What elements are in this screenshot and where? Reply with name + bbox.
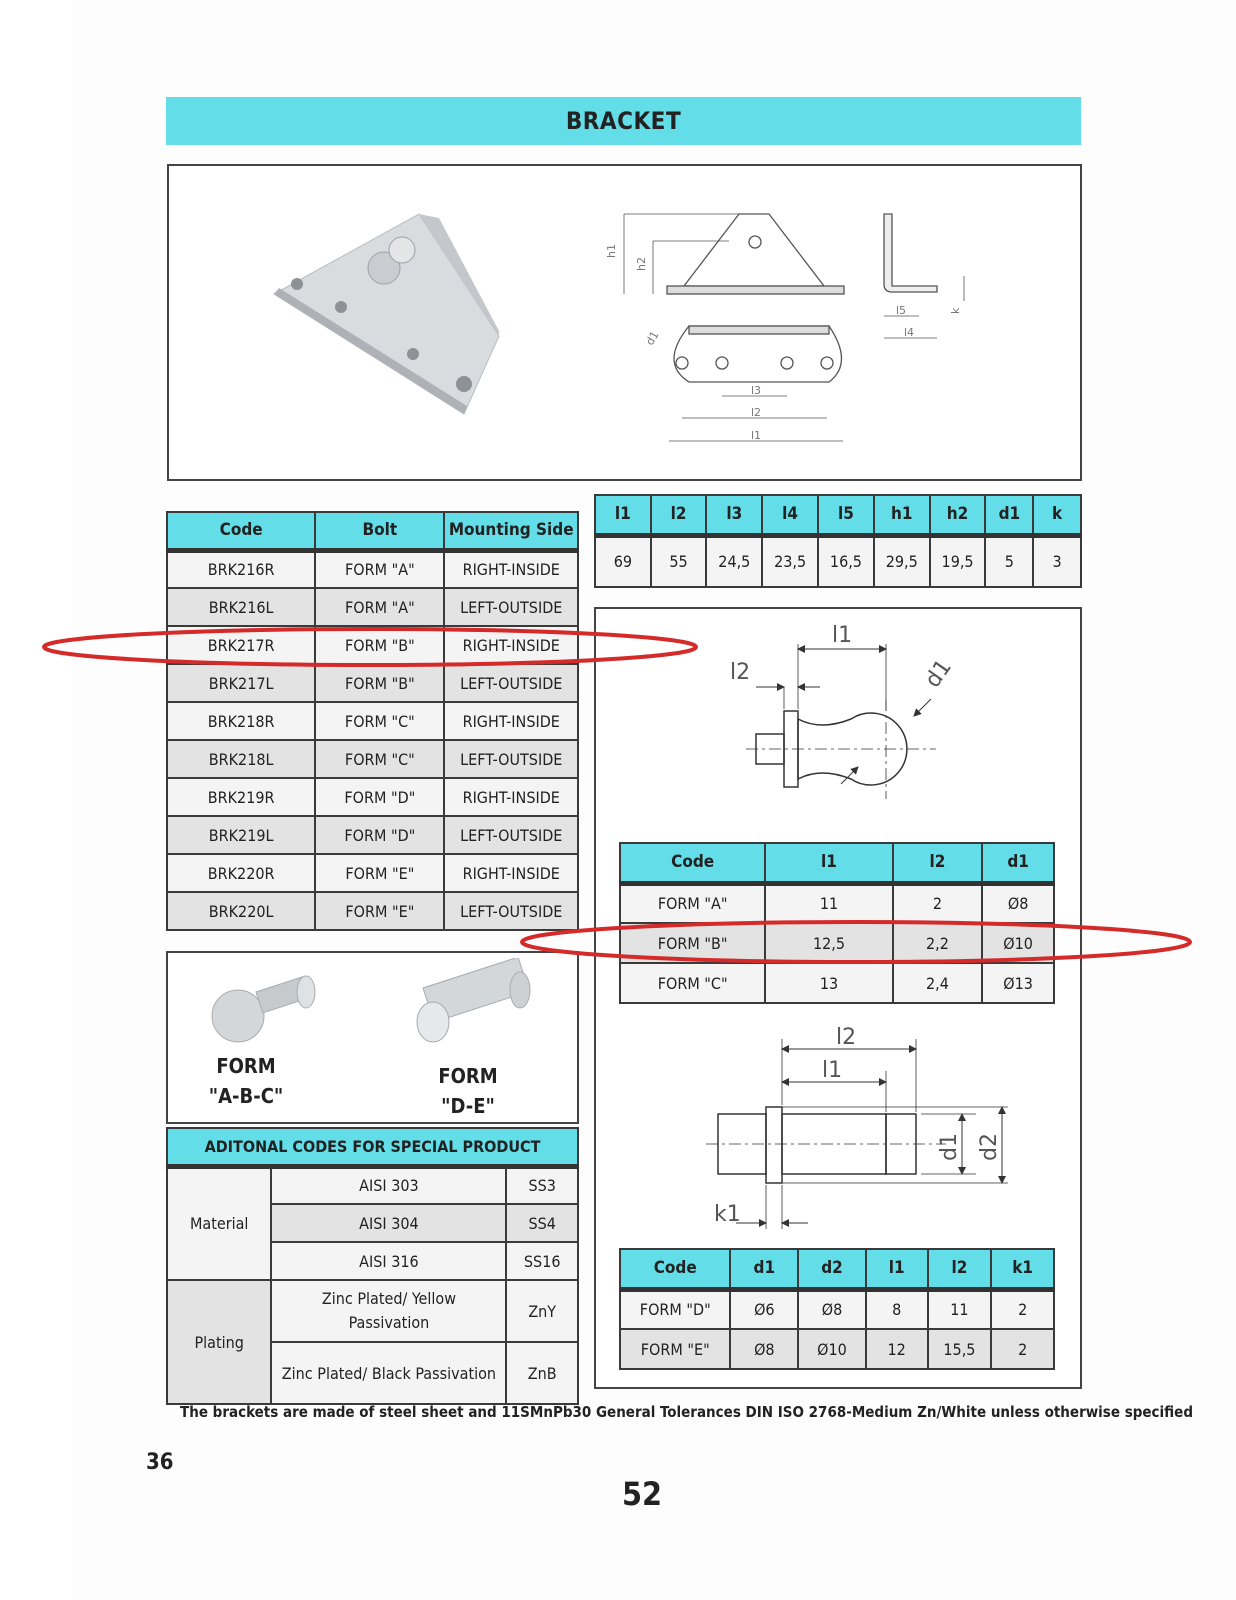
dims-header-l5: l5	[818, 495, 874, 535]
ball-header-l1: l1	[765, 843, 892, 883]
codes-cell-bolt: FORM "C"	[315, 702, 444, 740]
forms-box	[166, 951, 579, 1124]
plating-name: Zinc Plated/ Black Passivation	[271, 1342, 506, 1404]
dims-header-l1: l1	[595, 495, 651, 535]
codes-cell-bolt: FORM "B"	[315, 664, 444, 702]
table-row	[620, 963, 1054, 1003]
material-code: SS16	[506, 1242, 578, 1280]
dims-header-h2: h2	[930, 495, 986, 535]
dims-value-l2: 55	[651, 535, 707, 587]
codes-header-code: Code	[167, 512, 315, 550]
codes-cell-bolt: FORM "A"	[315, 588, 444, 626]
pin-cell-l1: 8	[866, 1289, 928, 1329]
form-abc-label	[196, 1051, 296, 1111]
codes-cell-code: BRK219R	[167, 778, 315, 816]
table-row	[620, 1289, 1054, 1329]
pin-cell-d2: Ø10	[798, 1329, 866, 1369]
form-de-label	[418, 1061, 518, 1121]
form-abc-line1: FORM	[216, 1054, 276, 1078]
codes-cell-code: BRK218L	[167, 740, 315, 778]
codes-cell-code: BRK220R	[167, 854, 315, 892]
pin-dim-label-k1: k1	[714, 1202, 741, 1227]
material-code: SS3	[506, 1166, 578, 1204]
codes-cell-code: BRK216L	[167, 588, 315, 626]
pin-cell-code: FORM "E"	[620, 1329, 730, 1369]
ball-cell-l2: 2	[893, 883, 983, 923]
material-name: AISI 316	[271, 1242, 506, 1280]
pin-cell-l2: 11	[928, 1289, 992, 1329]
ball-dim-label-d1: d1	[920, 655, 957, 693]
material-label: Material	[167, 1166, 271, 1280]
codes-header-mounting: Mounting Side	[444, 512, 578, 550]
codes-cell-bolt: FORM "E"	[315, 892, 444, 930]
illustration-box	[167, 164, 1082, 481]
table-row	[167, 892, 578, 930]
codes-cell-code: BRK216R	[167, 550, 315, 588]
codes-cell-bolt: FORM "D"	[315, 816, 444, 854]
codes-cell-mounting-side: RIGHT-INSIDE	[444, 702, 578, 740]
dim-label-k: k	[949, 307, 962, 314]
codes-cell-mounting-side: RIGHT-INSIDE	[444, 550, 578, 588]
dims-header-k: k	[1033, 495, 1081, 535]
dim-label-d1: d1	[643, 328, 662, 348]
codes-cell-mounting-side: LEFT-OUTSIDE	[444, 892, 578, 930]
pin-stud-drawing	[706, 1039, 1008, 1229]
ball-cell-code: FORM "C"	[620, 963, 765, 1003]
pin-dim-label-d1: d1	[937, 1133, 962, 1161]
codes-cell-code: BRK217R	[167, 626, 315, 664]
dims-value-d1: 5	[985, 535, 1033, 587]
table-row	[167, 626, 578, 664]
footnote: The brackets are made of steel sheet and 11SMnPb30 General Tolerances DIN ISO 2768-Medium Zn/White unless otherwise specified	[180, 1403, 1193, 1421]
pin-dim-label-l1: l1	[822, 1058, 843, 1083]
page-title: BRACKET	[166, 97, 1081, 145]
pin-cell-l1: 12	[866, 1329, 928, 1369]
ball-cell-d1: Ø13	[982, 963, 1054, 1003]
codes-cell-code: BRK219L	[167, 816, 315, 854]
pin-header-l2: l2	[928, 1249, 992, 1289]
ball-cell-code: FORM "A"	[620, 883, 765, 923]
material-name: AISI 303	[271, 1166, 506, 1204]
material-name: AISI 304	[271, 1204, 506, 1242]
pin-stud-labels	[714, 1025, 1002, 1227]
codes-cell-mounting-side: LEFT-OUTSIDE	[444, 740, 578, 778]
ball-stud-table	[619, 842, 1055, 1004]
plating-code: ZnB	[506, 1342, 578, 1404]
dims-header-l3: l3	[706, 495, 762, 535]
codes-cell-mounting-side: RIGHT-INSIDE	[444, 626, 578, 664]
pin-cell-code: FORM "D"	[620, 1289, 730, 1329]
table-row	[620, 923, 1054, 963]
codes-cell-bolt: FORM "D"	[315, 778, 444, 816]
table-row	[167, 664, 578, 702]
dim-label-l1: l1	[751, 429, 762, 442]
ball-cell-l1: 11	[765, 883, 892, 923]
plating-label: Plating	[167, 1280, 271, 1404]
codes-cell-mounting-side: LEFT-OUTSIDE	[444, 816, 578, 854]
dim-label-l3: l3	[751, 384, 762, 397]
ball-dim-label-l2: l2	[730, 660, 751, 685]
codes-table	[166, 511, 579, 931]
ball-header-l2: l2	[893, 843, 983, 883]
table-row	[167, 816, 578, 854]
pin-stud-table	[619, 1248, 1055, 1370]
table-row	[167, 588, 578, 626]
table-row	[167, 740, 578, 778]
material-code: SS4	[506, 1204, 578, 1242]
dims-value-h1: 29,5	[874, 535, 930, 587]
ball-cell-d1: Ø10	[982, 923, 1054, 963]
dims-value-l5: 16,5	[818, 535, 874, 587]
dims-value-l1: 69	[595, 535, 651, 587]
codes-cell-bolt: FORM "C"	[315, 740, 444, 778]
pin-header-d2: d2	[798, 1249, 866, 1289]
codes-cell-mounting-side: RIGHT-INSIDE	[444, 778, 578, 816]
ball-dim-label-l1: l1	[832, 623, 853, 648]
special-codes-table	[166, 1127, 579, 1405]
drawing-labels	[605, 244, 962, 442]
plating-name: Zinc Plated/ Yellow Passivation	[271, 1280, 506, 1342]
dims-table	[594, 494, 1082, 588]
forms-illustration	[168, 958, 577, 1048]
dims-header-l4: l4	[762, 495, 818, 535]
ball-cell-l2: 2,4	[893, 963, 983, 1003]
ball-stud-labels	[730, 623, 957, 692]
pin-cell-k1: 2	[991, 1329, 1054, 1369]
pin-dim-label-d2: d2	[977, 1133, 1002, 1161]
ball-stud-drawing	[746, 644, 936, 799]
table-row	[167, 702, 578, 740]
table-row	[167, 778, 578, 816]
codes-header-bolt: Bolt	[315, 512, 444, 550]
ball-cell-d1: Ø8	[982, 883, 1054, 923]
ball-cell-l1: 13	[765, 963, 892, 1003]
dims-value-l4: 23,5	[762, 535, 818, 587]
pin-cell-d2: Ø8	[798, 1289, 866, 1329]
form-abc-line2: "A-B-C"	[208, 1084, 284, 1108]
ball-header-code: Code	[620, 843, 765, 883]
pin-cell-k1: 2	[991, 1289, 1054, 1329]
dims-value-h2: 19,5	[930, 535, 986, 587]
dims-value-l3: 24,5	[706, 535, 762, 587]
dims-value-k: 3	[1033, 535, 1081, 587]
table-row	[620, 883, 1054, 923]
table-row	[167, 854, 578, 892]
dim-label-h1: h1	[605, 244, 618, 258]
codes-cell-bolt: FORM "E"	[315, 854, 444, 892]
codes-cell-code: BRK220L	[167, 892, 315, 930]
page-number-center: 52	[622, 1475, 663, 1513]
form-de-line1: FORM	[438, 1064, 498, 1088]
dim-label-l4: l4	[904, 326, 915, 339]
pin-stud-render	[417, 958, 530, 1042]
pin-cell-d1: Ø6	[730, 1289, 798, 1329]
dims-header-l2: l2	[651, 495, 707, 535]
table-row	[167, 550, 578, 588]
codes-cell-code: BRK217L	[167, 664, 315, 702]
codes-cell-mounting-side: RIGHT-INSIDE	[444, 854, 578, 892]
codes-cell-bolt: FORM "B"	[315, 626, 444, 664]
pin-header-code: Code	[620, 1249, 730, 1289]
bracket-3d-render	[274, 214, 499, 414]
form-de-line2: "D-E"	[441, 1094, 495, 1118]
dim-label-l5: l5	[896, 304, 907, 317]
ball-header-d1: d1	[982, 843, 1054, 883]
pin-header-l1: l1	[866, 1249, 928, 1289]
codes-cell-code: BRK218R	[167, 702, 315, 740]
pin-header-d1: d1	[730, 1249, 798, 1289]
bracket-illustration	[169, 166, 1080, 479]
ball-cell-code: FORM "B"	[620, 923, 765, 963]
special-codes-title: ADITONAL CODES FOR SPECIAL PRODUCT	[167, 1128, 578, 1166]
ball-stud-render	[212, 976, 315, 1042]
dim-label-h2: h2	[635, 257, 648, 271]
codes-cell-bolt: FORM "A"	[315, 550, 444, 588]
ball-cell-l2: 2,2	[893, 923, 983, 963]
pin-header-k1: k1	[991, 1249, 1054, 1289]
pin-dim-label-l2: l2	[836, 1025, 857, 1050]
page-number-left: 36	[146, 1450, 174, 1475]
codes-cell-mounting-side: LEFT-OUTSIDE	[444, 588, 578, 626]
ball-cell-l1: 12,5	[765, 923, 892, 963]
pin-cell-l2: 15,5	[928, 1329, 992, 1369]
dim-label-l2: l2	[751, 406, 762, 419]
dims-header-h1: h1	[874, 495, 930, 535]
pin-cell-d1: Ø8	[730, 1329, 798, 1369]
plating-code: ZnY	[506, 1280, 578, 1342]
dims-header-d1: d1	[985, 495, 1033, 535]
codes-cell-mounting-side: LEFT-OUTSIDE	[444, 664, 578, 702]
table-row	[620, 1329, 1054, 1369]
